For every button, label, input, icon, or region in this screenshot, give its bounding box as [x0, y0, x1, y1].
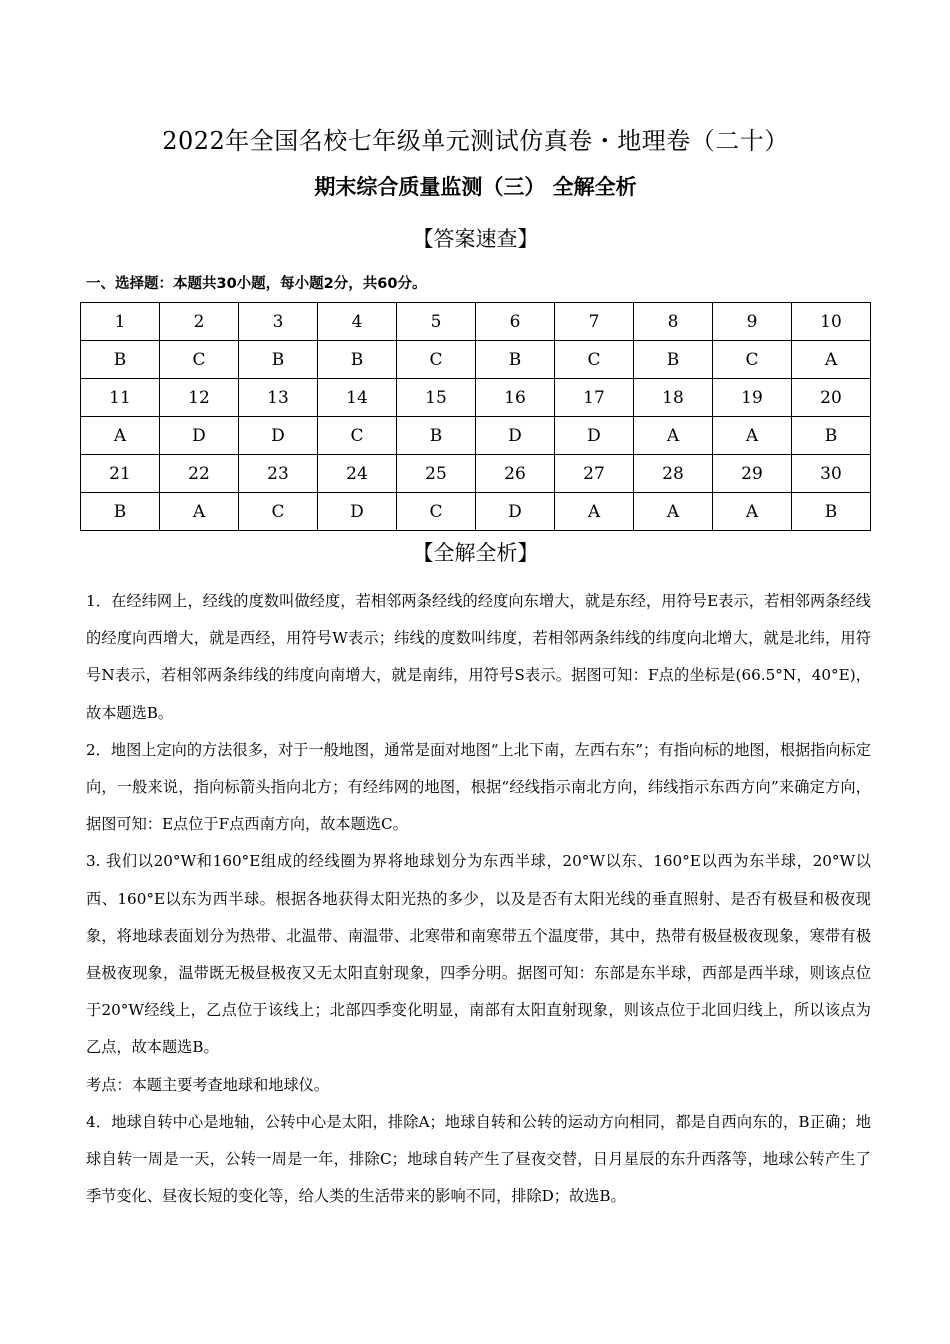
question-number-cell: 5	[397, 303, 476, 341]
question-number-cell: 6	[476, 303, 555, 341]
question-number-cell: 12	[160, 379, 239, 417]
question-number-cell: 26	[476, 455, 555, 493]
answer-cell: C	[713, 341, 792, 379]
answer-cell: A	[160, 493, 239, 531]
answer-cell: A	[792, 341, 871, 379]
answer-cell: A	[713, 493, 792, 531]
question-number-cell: 20	[792, 379, 871, 417]
answer-cell: A	[713, 417, 792, 455]
answer-cell: C	[318, 417, 397, 455]
answer-cell: B	[397, 417, 476, 455]
question-number-cell: 17	[555, 379, 634, 417]
question-number-cell: 9	[713, 303, 792, 341]
answer-cell: D	[476, 493, 555, 531]
analysis-paragraph-2: 2．地图上定向的方法很多，对于一般地图，通常是面对地图“上北下南，左西右东”；有指向标的地图，根据指向标定向，一般来说，指向标箭头指向北方；有经纬网的地图，根据“经线指示南北方向，纬线指示东西方向”来确定方向，据图可知：E点位于F点西南方向，故本题选C。	[86, 740, 871, 834]
question-number-cell: 14	[318, 379, 397, 417]
question-number-cell: 22	[160, 455, 239, 493]
question-number-cell: 3	[239, 303, 318, 341]
answer-cell: B	[476, 341, 555, 379]
question-number-cell: 25	[397, 455, 476, 493]
answer-cell: D	[160, 417, 239, 455]
answer-cell: C	[239, 493, 318, 531]
table-row-question-numbers	[81, 455, 871, 493]
answer-cell: B	[792, 417, 871, 455]
table-row-question-numbers	[81, 303, 871, 341]
answer-table	[80, 302, 871, 531]
question-number-cell: 7	[555, 303, 634, 341]
answer-cell: C	[397, 493, 476, 531]
answer-cell: D	[476, 417, 555, 455]
answer-cell: C	[555, 341, 634, 379]
document-title: 2022年全国名校七年级单元测试仿真卷・地理卷（二十）	[162, 127, 789, 155]
answer-cell: B	[81, 493, 160, 531]
table-row-answers	[81, 493, 871, 531]
question-number-cell: 4	[318, 303, 397, 341]
question-section-label: 一、选择题：本题共30小题，每小题2分，共60分。	[86, 276, 427, 292]
document-subtitle: 期末综合质量监测（三） 全解全析	[314, 175, 637, 199]
analysis-body	[86, 583, 871, 1215]
question-number-cell: 23	[239, 455, 318, 493]
question-number-cell: 18	[634, 379, 713, 417]
answer-cell: D	[555, 417, 634, 455]
question-number-cell: 24	[318, 455, 397, 493]
answer-cell: D	[318, 493, 397, 531]
answer-cell: B	[634, 341, 713, 379]
analysis-paragraph-3: 3. 我们以20°W和160°E组成的经线圈为界将地球划分为东西半球，20°W以东、160°E以西为东半球，20°W以西、160°E以东为西半球。根据各地获得太阳光热的多少，以及是否有太阳光线的垂直照射、是否有极昼和极夜现象，将地球表面划分为热带、北温带、南温带、北寒带和南寒带五个温度带，其中，热带有极昼极夜现象，寒带有极昼极夜现象，温带既无极昼极夜又无太阳直射现象，四季分明。据图可知：东部是东半球，西部是西半球，则该点位于20°W经线上，乙点位于该线上；北部四季变化明显，南部有太阳直射现象，则该点位于北回归线上，所以该点为乙点，故本题选B。	[86, 852, 871, 1057]
question-number-cell: 27	[555, 455, 634, 493]
analysis-paragraph-1: 1．在经纬网上，经线的度数叫做经度，若相邻两条经线的经度向东增大，就是东经，用符号E表示，若相邻两条经线的经度向西增大，就是西经，用符号W表示；纬线的度数叫纬度，若相邻两条纬线的纬度向北增大，就是北纬，用符号N表示，若相邻两条纬线的纬度向南增大，就是南纬，用符号S表示。据图可知：F点的坐标是(66.5°N，40°E)，故本题选B。	[86, 592, 871, 722]
answer-cell: C	[160, 341, 239, 379]
answer-cell: A	[555, 493, 634, 531]
table-row-question-numbers	[81, 379, 871, 417]
question-number-cell: 21	[81, 455, 160, 493]
question-number-cell: 19	[713, 379, 792, 417]
question-number-cell: 29	[713, 455, 792, 493]
question-number-cell: 16	[476, 379, 555, 417]
question-number-cell: 15	[397, 379, 476, 417]
answer-cell: B	[318, 341, 397, 379]
answer-cell: A	[634, 493, 713, 531]
question-number-cell: 30	[792, 455, 871, 493]
table-row-answers	[81, 417, 871, 455]
analysis-paragraph-4: 4．地球自转中心是地轴，公转中心是太阳，排除A；地球自转和公转的运动方向相同，都是自西向东的，B正确；地球自转一周是一天，公转一周是一年，排除C；地球自转产生了昼夜交替，日月星辰的东升西落等，地球公转产生了季节变化、昼夜长短的变化等，给人类的生活带来的影响不同，排除D；故选B。	[86, 1112, 871, 1206]
question-number-cell: 10	[792, 303, 871, 341]
answer-cell: A	[634, 417, 713, 455]
question-number-cell: 13	[239, 379, 318, 417]
question-number-cell: 1	[81, 303, 160, 341]
answer-cell: C	[397, 341, 476, 379]
analysis-heading: 【全解全析】	[412, 541, 539, 565]
table-row-answers	[81, 341, 871, 379]
analysis-note: 考点：本题主要考查地球和地球仪。	[86, 1075, 329, 1094]
answer-cell: B	[239, 341, 318, 379]
answer-cell: D	[239, 417, 318, 455]
answers-heading: 【答案速查】	[412, 227, 539, 251]
question-number-cell: 28	[634, 455, 713, 493]
question-number-cell: 8	[634, 303, 713, 341]
answer-cell: B	[81, 341, 160, 379]
answer-cell: A	[81, 417, 160, 455]
answer-cell: B	[792, 493, 871, 531]
question-number-cell: 2	[160, 303, 239, 341]
question-number-cell: 11	[81, 379, 160, 417]
